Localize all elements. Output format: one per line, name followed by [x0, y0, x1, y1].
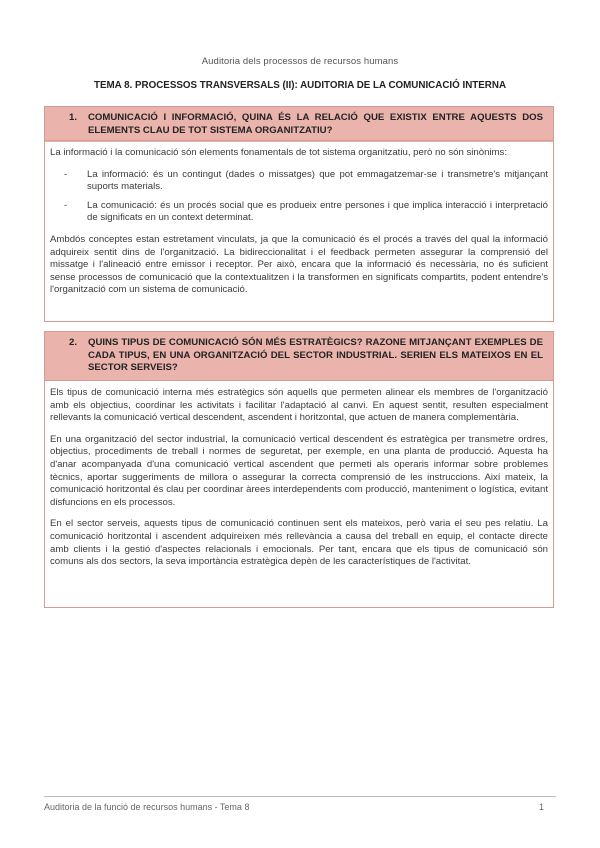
list-item: - La informació: és un contingut (dades o missatges) que pot emmagatzemar-se i transmetre's mitjançant suports materials. — [64, 168, 548, 193]
answer-intro: La informació i la comunicació són elements fonamentals de tot sistema organitzatiu, però no són sinònims: — [50, 147, 508, 158]
question-number: 2. — [69, 337, 78, 348]
page-title: TEMA 8. PROCESSOS TRANSVERSALS (II): AUDITORIA DE LA COMUNICACIÓ INTERNA — [93, 80, 507, 91]
question-box-1 — [44, 106, 554, 142]
list-item: - La comunicació: és un procés social que es produeix entre persones i que implica interacció i interpretació de significats en un context determinat. — [64, 199, 548, 224]
answer-paragraph: En una organització del sector industrial, la comunicació vertical descendent és estratègica per transmetre ordres, objectius, procediments de treball i normes de seguretat, per exemple, en una planta de producció. Aquesta ha d'anar acompanyada d'una comunicació vertical ascendent que permeti als operaris informar sobre problemes tècnics, aportar suggeriments de millora o assegurar la correcta comprensió de les instruccions. Així mateix, la comunicació horitzontal és clau per coordinar àrees interdependents com producció, manteniment o logística, evitant disfuncions en els processos. — [50, 433, 548, 508]
question-box-2 — [44, 331, 554, 380]
footer-text: Auditoria de la funció de recursos humans - Tema 8 — [44, 802, 250, 812]
running-header: Auditoria dels processos de recursos humans — [201, 56, 399, 67]
page-number: 1 — [538, 802, 544, 812]
question-number: 1. — [69, 112, 78, 123]
answer-paragraph: Els tipus de comunicació interna més estratègics són aquells que permeten alinear els membres de l'organització amb els objectius, coordinar les activitats i facilitar l'adaptació al canvi. En aquest sentit, resulten especialment rellevants la comunicació vertical descendent, ascendent i horitzontal, que actuen de manera complementària. — [50, 387, 548, 424]
footer-divider — [44, 796, 556, 797]
answer-paragraph: En el sector serveis, aquests tipus de comunicació continuen sent els mateixos, però varia el seu pes relatiu. La comunicació horitzontal i ascendent adquireixen més rellevància a causa del treball en equip, el contacte directe amb clients i la gestió d'aspectes relacionals i emocionals. Per tant, encara que els tipus de comunicació són comuns als dos sectors, la seva importància estratègica depèn de les característiques de l'activitat. — [50, 518, 548, 568]
answer-paragraph: Ambdós conceptes estan estretament vinculats, ja que la comunicació és el procés a través del qual la informació adquireix sentit dins de l'organització. La bidireccionalitat i el feedback permeten assegurar la comprensió del missatge i l'alineació entre emissor i receptor. Per això, encara que la informació és necessària, no és suficient sense processos de comunicació que la contextualitzen i la transformen en significats compartits, podent entendre's l'organització com un sistema de comunicació. — [50, 233, 548, 296]
answer-box-2 — [44, 380, 554, 608]
bullet-list — [50, 169, 548, 225]
question-text: COMUNICACIÓ I INFORMACIÓ, QUINA ÉS LA RELACIÓ QUE EXISTIX ENTRE AQUESTS DOS ELEMENTS CLAU DE TOT SISTEMA ORGANITZATIU? — [88, 112, 543, 136]
answer-box-1 — [44, 140, 554, 322]
question-text: QUINS TIPUS DE COMUNICACIÓ SÓN MÉS ESTRATÈGICS? RAZONE MITJANÇANT EXEMPLES DE CADA TIPUS, EN UNA ORGANITZACIÓ DEL SECTOR INDUSTRIAL. SERIEN ELS MATEIXOS EN EL SECTOR SERVEIS? — [88, 337, 543, 374]
